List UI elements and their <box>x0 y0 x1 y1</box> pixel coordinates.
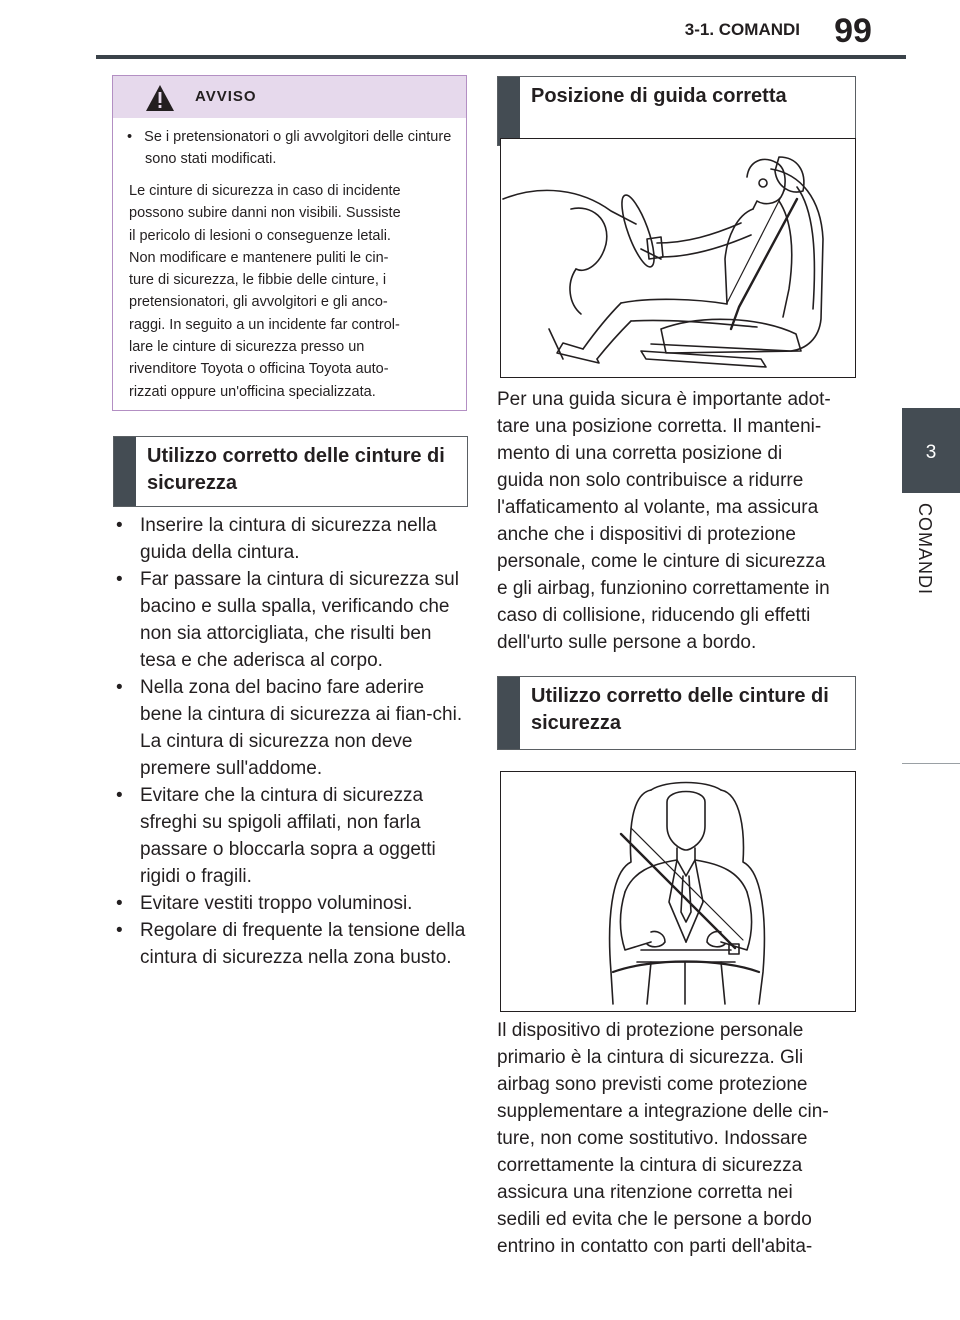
header-rule <box>96 55 906 59</box>
section-heading-driving-position <box>497 76 856 146</box>
warning-triangle-icon <box>145 84 175 112</box>
warning-line: ture di sicurezza, le fibbie delle cinture, i <box>129 272 387 289</box>
paragraph-line: Per una guida sicura è importante adot- <box>497 389 831 410</box>
list-item: • Far passare la cintura di sicurezza sul bacino e sulla spalla, verificando che non sia attorcigliata, che risulti ben tesa e che aderisca al corpo. <box>113 566 468 674</box>
list-item: • Nella zona del bacino fare aderire bene la cintura di sicurezza ai fian-chi. La cintura di sicurezza non deve premere sull'addome. <box>113 674 468 782</box>
warning-line: Non modificare e mantenere puliti le cin- <box>129 249 389 266</box>
paragraph-line: caso di collisione, riducendo gli effetti <box>497 605 811 626</box>
warning-header <box>113 76 466 118</box>
paragraph-line: tare una posizione corretta. Il manteni- <box>497 416 822 437</box>
paragraph-line: airbag sono previsti come protezione <box>497 1074 808 1095</box>
seatbelt-worn-illustration <box>500 771 856 1012</box>
heading-bar <box>114 437 136 506</box>
chapter-tab-number: 3 <box>902 408 960 493</box>
warning-bullet-text: Se i pretensionatori o gli avvolgitori delle cinture sono stati modificati. <box>144 129 452 167</box>
driving-position-illustration <box>500 138 856 378</box>
chapter-tab-text: COMANDI <box>915 503 935 595</box>
paragraph-line: ture, non come sostitutivo. Indossare <box>497 1128 808 1149</box>
paragraph-line: supplementare a integrazione delle cin- <box>497 1101 829 1122</box>
list-item: • Evitare che la cintura di sicurezza sfreghi su spigoli affilati, non farla passare o bloccarla sopra a oggetti rigidi o fragili. <box>113 782 468 890</box>
heading-text: Posizione di guida corretta <box>531 85 787 107</box>
seatbelt-bullet-list <box>113 512 468 971</box>
warning-line: raggi. In seguito a un incidente far control- <box>129 316 400 333</box>
warning-bullet: • Se i pretensionatori o gli avvolgitori delle cinture sono stati modificati. <box>127 129 452 167</box>
driving-position-paragraph <box>497 386 857 656</box>
heading-text: Utilizzo corretto delle cinture di sicurezza <box>147 445 445 494</box>
warning-body <box>129 180 459 403</box>
seatbelt-paragraph <box>497 1017 857 1260</box>
section-heading-seatbelt-use-right <box>497 676 856 750</box>
list-item: • Inserire la cintura di sicurezza nella guida della cintura. <box>113 512 468 566</box>
paragraph-line: Il dispositivo di protezione personale <box>497 1020 804 1041</box>
chapter-tab-label <box>902 495 960 765</box>
warning-line: lare le cinture di sicurezza presso un <box>129 339 365 356</box>
warning-line: Le cinture di sicurezza in caso di incidente <box>129 183 401 199</box>
heading-bar <box>498 677 520 749</box>
paragraph-line: anche che i dispositivi di protezione <box>497 524 796 545</box>
heading-bar <box>498 77 520 145</box>
list-item: • Regolare di frequente la tensione della cintura di sicurezza nella zona busto. <box>113 917 468 971</box>
warning-line: possono subire danni non visibili. Sussiste <box>129 205 401 222</box>
paragraph-line: entrino in contatto con parti dell'abita- <box>497 1236 813 1257</box>
section-heading-seatbelt-use <box>113 436 468 507</box>
list-item: • Evitare vestiti troppo voluminosi. <box>113 890 468 917</box>
paragraph-line: personale, come le cinture di sicurezza <box>497 551 826 572</box>
warning-line: pretensionatori, gli avvolgitori e gli anco- <box>129 294 388 311</box>
page-number: 99 <box>834 12 872 50</box>
section-label: 3-1. COMANDI <box>684 20 800 39</box>
heading-text: Utilizzo corretto delle cinture di sicurezza <box>531 685 829 734</box>
paragraph-line: correttamente la cintura di sicurezza <box>497 1155 803 1176</box>
paragraph-line: e gli airbag, funzionino correttamente in <box>497 578 830 599</box>
chapter-tab-rule <box>902 763 960 764</box>
warning-line: rizzati oppure un'officina specializzata. <box>129 383 376 400</box>
paragraph-line: l'affaticamento al volante, ma assicura <box>497 497 819 518</box>
paragraph-line: mento di una corretta posizione di <box>497 443 783 464</box>
paragraph-line: guida non solo contribuisce a ridurre <box>497 470 804 491</box>
warning-line: rivenditore Toyota o officina Toyota auto- <box>129 361 389 378</box>
warning-box <box>112 75 467 411</box>
paragraph-line: sedili ed evita che le persone a bordo <box>497 1209 812 1230</box>
warning-line: il pericolo di lesioni o conseguenze letali. <box>129 227 391 244</box>
warning-title: AVVISO <box>195 88 257 105</box>
paragraph-line: assicura una ritenzione corretta nei <box>497 1182 793 1203</box>
paragraph-line: dell'urto sulle persone a bordo. <box>497 632 757 653</box>
paragraph-line: primario è la cintura di sicurezza. Gli <box>497 1047 804 1068</box>
